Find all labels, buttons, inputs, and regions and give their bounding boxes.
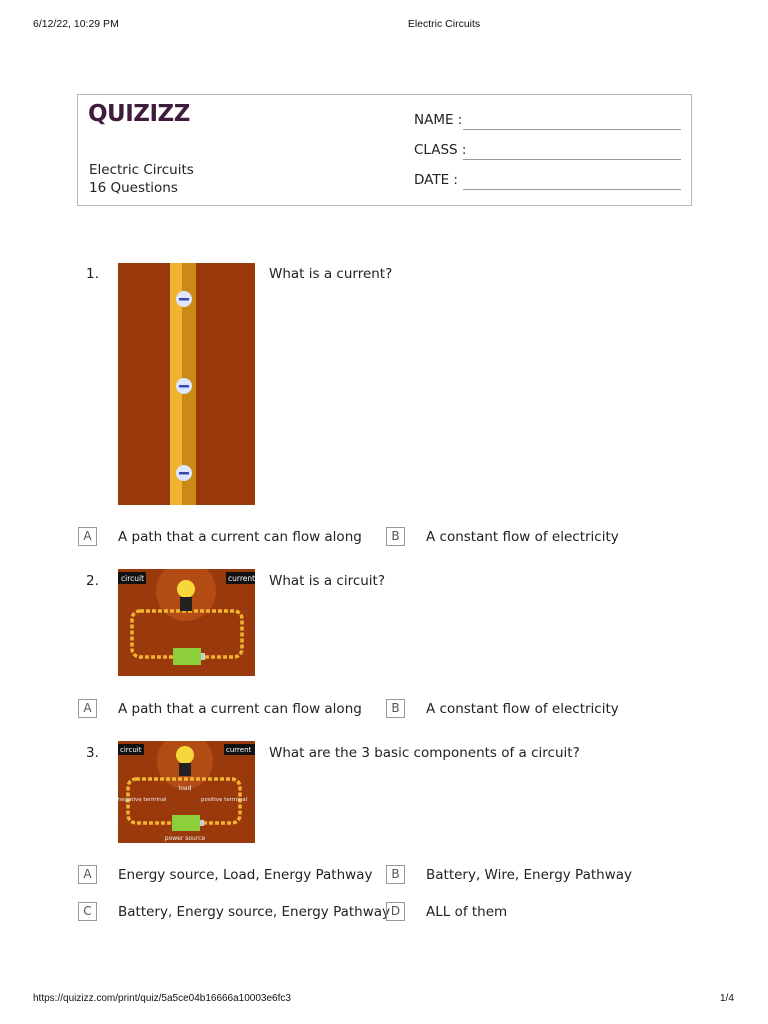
class-label: CLASS : xyxy=(414,142,467,158)
option-letter: D xyxy=(386,902,405,921)
question-text: What are the 3 basic components of a circuit? xyxy=(269,745,580,761)
current-label: current xyxy=(226,746,252,754)
quiz-header-box xyxy=(77,94,692,206)
class-line xyxy=(463,159,681,160)
question-number: 3. xyxy=(86,745,99,761)
question-text: What is a current? xyxy=(269,266,393,282)
option-text: Battery, Energy source, Energy Pathway xyxy=(118,904,391,920)
circuit-label: circuit xyxy=(121,574,145,583)
option-letter: A xyxy=(78,865,97,884)
current-label: current xyxy=(228,574,255,583)
option-text: ALL of them xyxy=(426,904,508,920)
question-number: 1. xyxy=(86,266,99,282)
circuit-image xyxy=(118,569,255,676)
option-letter: A xyxy=(78,699,97,718)
option-text: A path that a current can flow along xyxy=(118,529,362,545)
option-letter: A xyxy=(78,527,97,546)
option-letter: B xyxy=(386,699,405,718)
negative-terminal-label: negative terminal xyxy=(118,797,167,803)
option-letter: B xyxy=(386,865,405,884)
question-number: 2. xyxy=(86,573,99,589)
option-letter: B xyxy=(386,527,405,546)
option-text: A constant flow of electricity xyxy=(426,529,619,545)
name-line xyxy=(463,129,681,130)
print-date: 6/12/22, 10:29 PM xyxy=(33,18,119,30)
circuit-label: circuit xyxy=(120,746,142,754)
option-letter: C xyxy=(78,902,97,921)
quiz-title: Electric Circuits xyxy=(89,162,194,178)
option-text: Energy source, Load, Energy Pathway xyxy=(118,867,373,883)
positive-terminal-label: positive terminal xyxy=(200,797,248,803)
current-wire-image xyxy=(118,263,255,505)
date-line xyxy=(463,189,681,190)
name-label: NAME : xyxy=(414,112,463,128)
quizizz-logo: QUIZIZZ xyxy=(88,101,190,127)
option-text: Battery, Wire, Energy Pathway xyxy=(426,867,633,883)
print-page-number: 1/4 xyxy=(720,993,734,1004)
option-text: A path that a current can flow along xyxy=(118,701,362,717)
question-count: 16 Questions xyxy=(89,180,178,196)
print-title: Electric Circuits xyxy=(407,18,481,30)
circuit-components-image xyxy=(118,741,255,843)
load-label: load xyxy=(178,785,192,792)
question-text: What is a circuit? xyxy=(269,573,386,589)
date-label: DATE : xyxy=(414,172,458,188)
option-text: A constant flow of electricity xyxy=(426,701,619,717)
print-url: https://quizizz.com/print/quiz/5a5ce04b16666a10003e6fc3 xyxy=(33,993,291,1004)
power-source-label: power source xyxy=(164,835,206,842)
